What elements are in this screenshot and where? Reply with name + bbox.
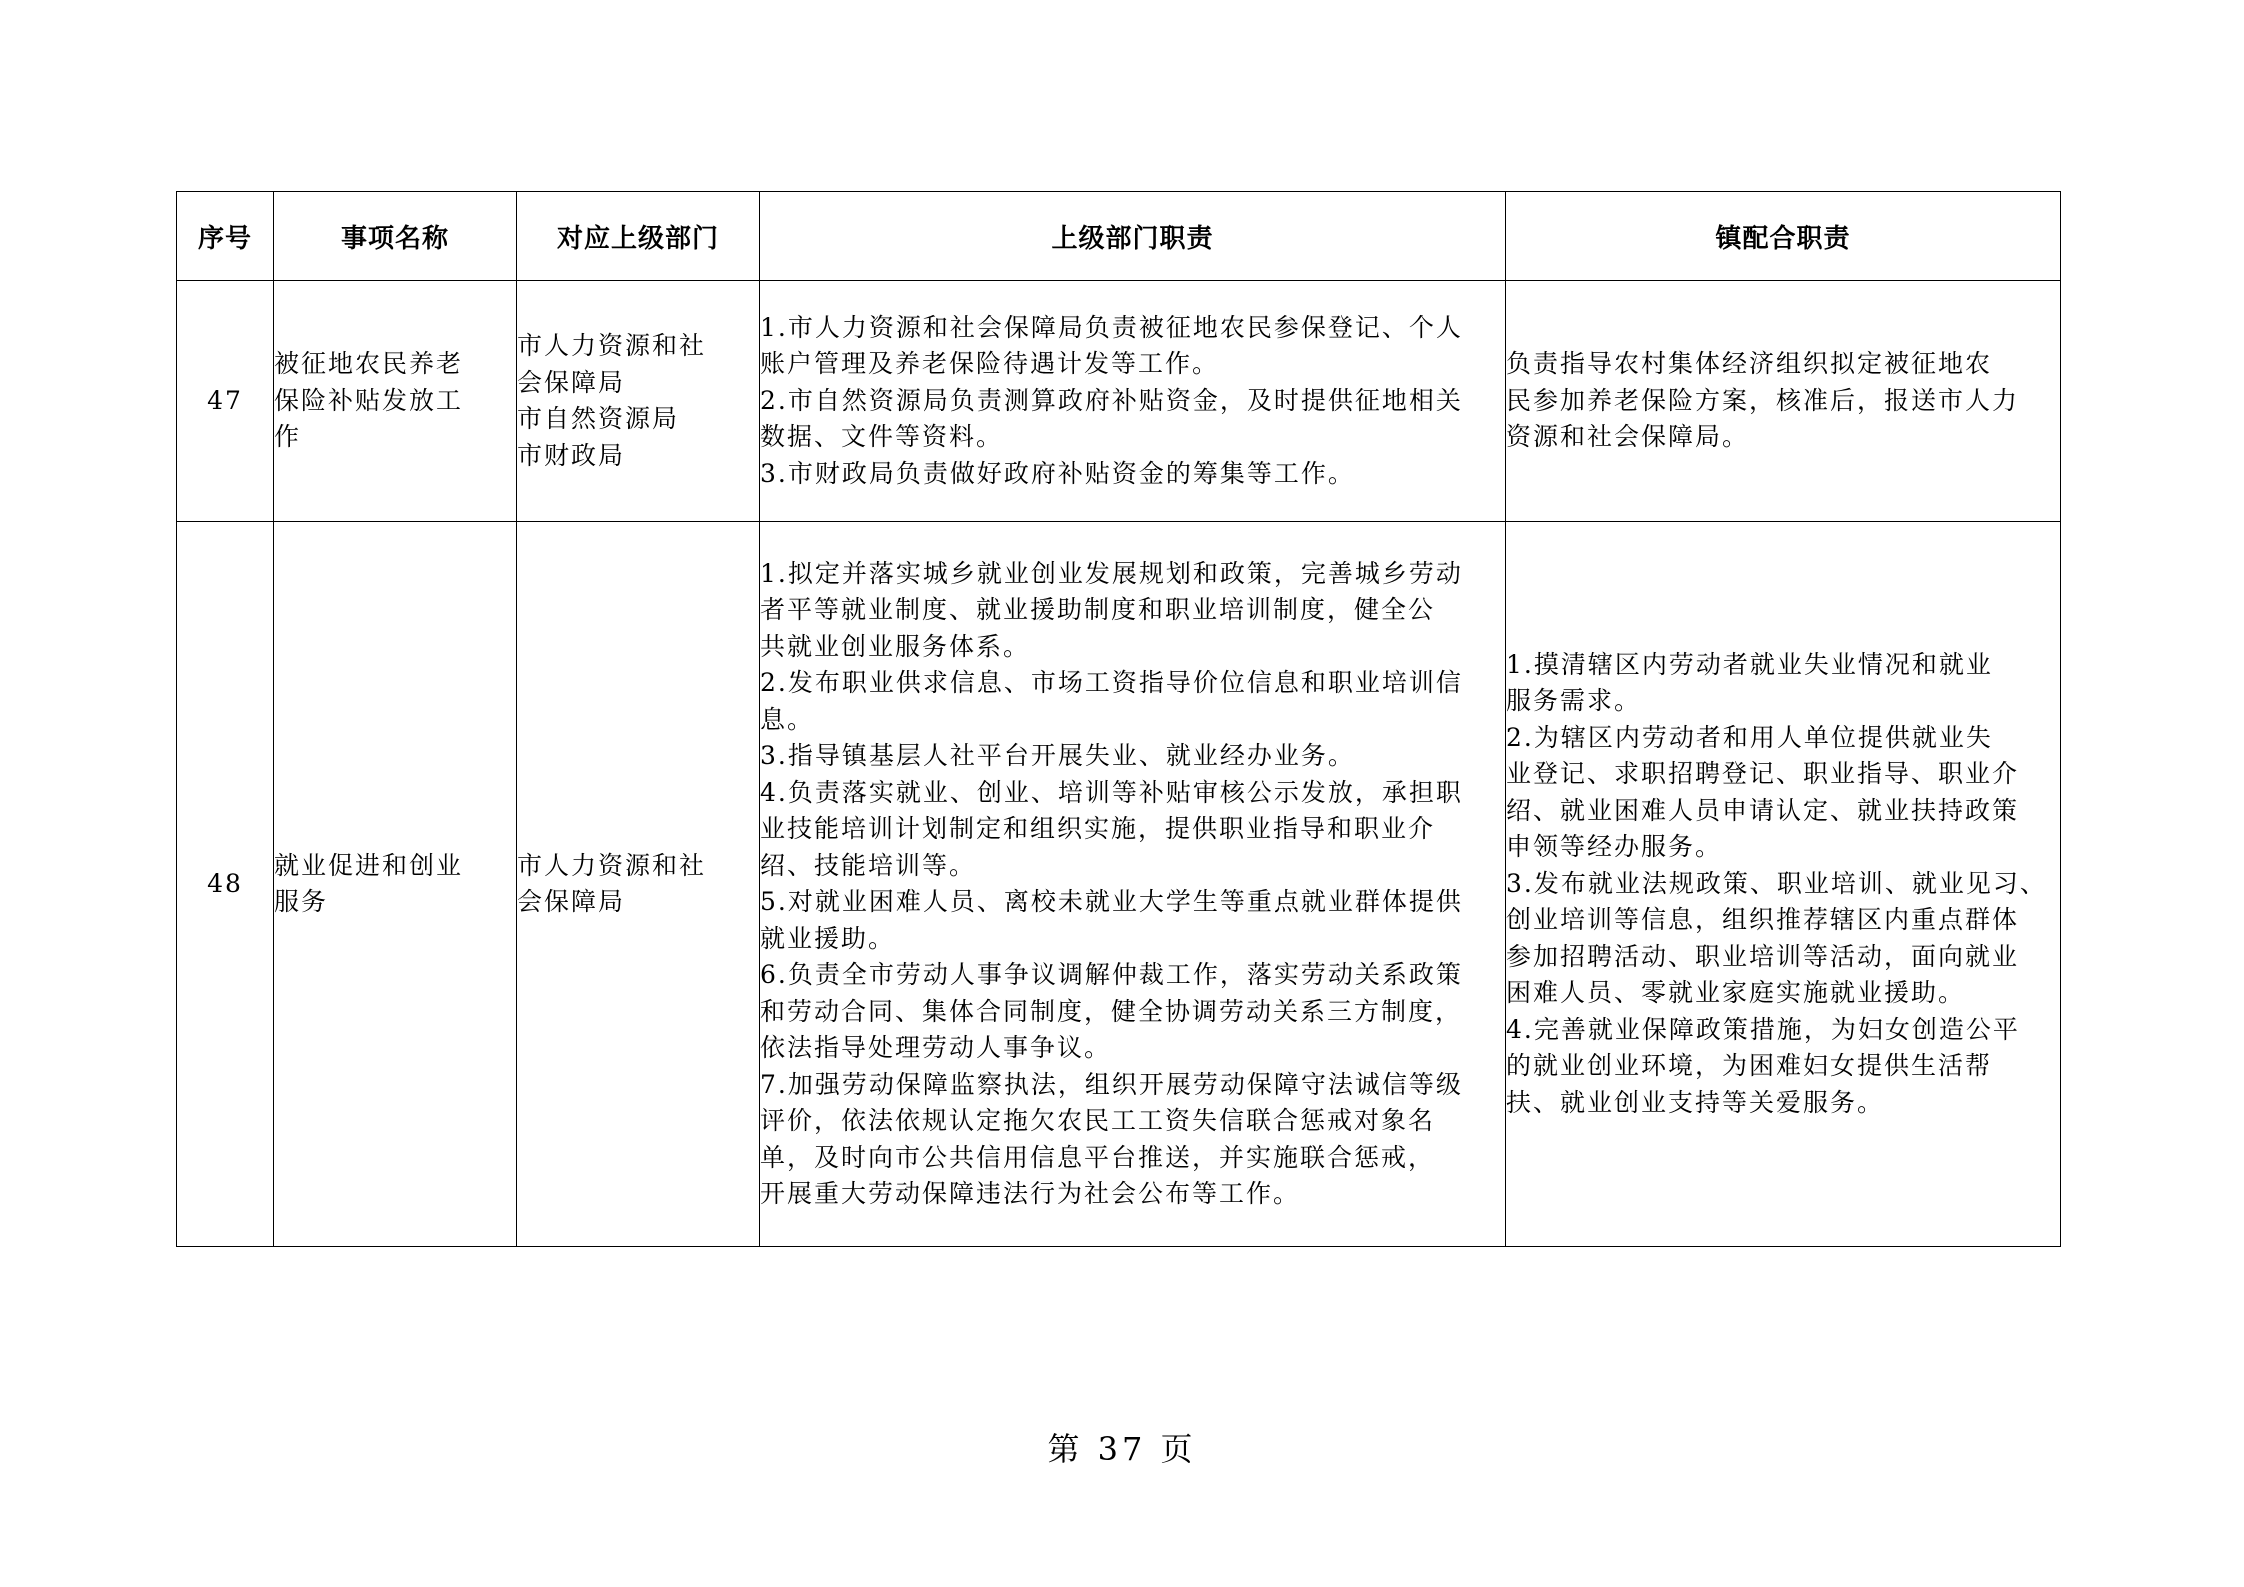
town-duty-line: 申领等经办服务。 [1506,832,1723,862]
department-line: 市人力资源和社 [517,331,707,360]
upper-duty-cell [760,522,1506,1247]
seq-cell: 47 [177,281,274,522]
upper-duty-line: 6.负责全市劳动人事争议调解仲裁工作，落实劳动关系政策 [760,960,1463,989]
town-duty-line: 负责指导农村集体经济组织拟定被征地农 [1506,349,1993,379]
upper-duty-line: 3.市财政局负责做好政府补贴资金的筹集等工作。 [760,458,1355,488]
upper-duty-line: 单，及时向市公共信用信息平台推送，并实施联合惩戒， [760,1142,1436,1172]
town-duty-cell [1506,522,2061,1247]
town-duty-line: 民参加养老保险方案，核准后，报送市人力 [1506,385,2020,415]
header-upper-department: 对应上级部门 [517,192,760,281]
table-header-row [177,192,2061,281]
upper-duty-line: 2.市自然资源局负责测算政府补贴资金，及时提供征地相关 [760,385,1463,415]
upper-duty-line: 绍、技能培训等。 [760,850,977,880]
town-duty-line: 创业培训等信息，组织推荐辖区内重点群体 [1506,905,2020,935]
department-line: 市自然资源局 [517,404,680,433]
upper-duty-line: 评价，依法依规认定拖欠农民工工资失信联合惩戒对象名 [760,1106,1436,1135]
town-duty-line: 扶、就业创业支持等关爱服务。 [1506,1087,1885,1117]
upper-duty-line: 开展重大劳动保障违法行为社会公布等工作。 [760,1179,1301,1208]
upper-duty-line: 息。 [760,704,815,734]
header-town-duty: 镇配合职责 [1506,192,2061,281]
page-number: 第 37 页 [1047,1430,1197,1468]
item-name-line: 作 [274,422,302,452]
item-name-cell [274,522,517,1247]
department-line: 会保障局 [517,887,626,916]
item-name-line: 保险补贴发放工 [274,385,464,415]
upper-duty-line: 共就业创业服务体系。 [760,631,1031,661]
upper-duty-line: 业技能培训计划制定和组织实施，提供职业指导和职业介 [760,814,1436,843]
department-cell [517,522,760,1247]
table-row [177,281,2061,522]
upper-duty-line: 3.指导镇基层人社平台开展失业、就业经办业务。 [760,741,1355,770]
duty-table [176,191,2061,1247]
item-name-cell [274,281,517,522]
header-seq: 序号 [177,192,274,281]
town-duty-line: 3.发布就业法规政策、职业培训、就业见习、 [1506,868,2047,898]
town-duty-line: 的就业创业环境，为困难妇女提供生活帮 [1506,1051,1993,1081]
town-duty-line: 绍、就业困难人员申请认定、就业扶持政策 [1506,795,2020,825]
item-name-line: 服务 [274,887,329,916]
upper-duty-line: 和劳动合同、集体合同制度，健全协调劳动关系三方制度， [760,996,1463,1026]
upper-duty-line: 1.市人力资源和社会保障局负责被征地农民参保登记、个人 [760,312,1463,342]
town-duty-line: 资源和社会保障局。 [1506,422,1750,452]
upper-duty-cell [760,281,1506,522]
department-cell [517,281,760,522]
town-duty-cell [1506,281,2061,522]
town-duty-line: 4.完善就业保障政策措施，为妇女创造公平 [1506,1014,2020,1044]
upper-duty-line: 账户管理及养老保险待遇计发等工作。 [760,349,1220,379]
town-duty-line: 2.为辖区内劳动者和用人单位提供就业失 [1506,722,1993,752]
upper-duty-line: 4.负责落实就业、创业、培训等补贴审核公示发放，承担职 [760,777,1463,807]
upper-duty-line: 者平等就业制度、就业援助制度和职业培训制度，健全公 [760,595,1436,624]
town-duty-line: 参加招聘活动、职业培训等活动，面向就业 [1506,941,2020,971]
header-upper-duty: 上级部门职责 [760,192,1506,281]
item-name-line: 就业促进和创业 [274,850,464,880]
town-duty-line: 1.摸清辖区内劳动者就业失业情况和就业 [1506,649,1993,679]
upper-duty-line: 就业援助。 [760,923,896,953]
seq-cell: 48 [177,522,274,1247]
upper-duty-line: 依法指导处理劳动人事争议。 [760,1033,1112,1062]
upper-duty-line: 数据、文件等资料。 [760,422,1004,452]
header-item-name: 事项名称 [274,192,517,281]
table-row [177,522,2061,1247]
department-line: 市财政局 [517,440,626,470]
upper-duty-line: 7.加强劳动保障监察执法，组织开展劳动保障守法诚信等级 [760,1069,1463,1099]
town-duty-line: 服务需求。 [1506,686,1642,716]
department-line: 市人力资源和社 [517,850,707,880]
town-duty-line: 业登记、求职招聘登记、职业指导、职业介 [1506,759,2020,789]
upper-duty-line: 5.对就业困难人员、离校未就业大学生等重点就业群体提供 [760,887,1463,916]
town-duty-line: 困难人员、零就业家庭实施就业援助。 [1506,978,1966,1008]
department-line: 会保障局 [517,367,626,397]
upper-duty-line: 1.拟定并落实城乡就业创业发展规划和政策，完善城乡劳动 [760,558,1463,588]
upper-duty-line: 2.发布职业供求信息、市场工资指导价位信息和职业培训信 [760,668,1463,697]
item-name-line: 被征地农民养老 [274,349,464,379]
